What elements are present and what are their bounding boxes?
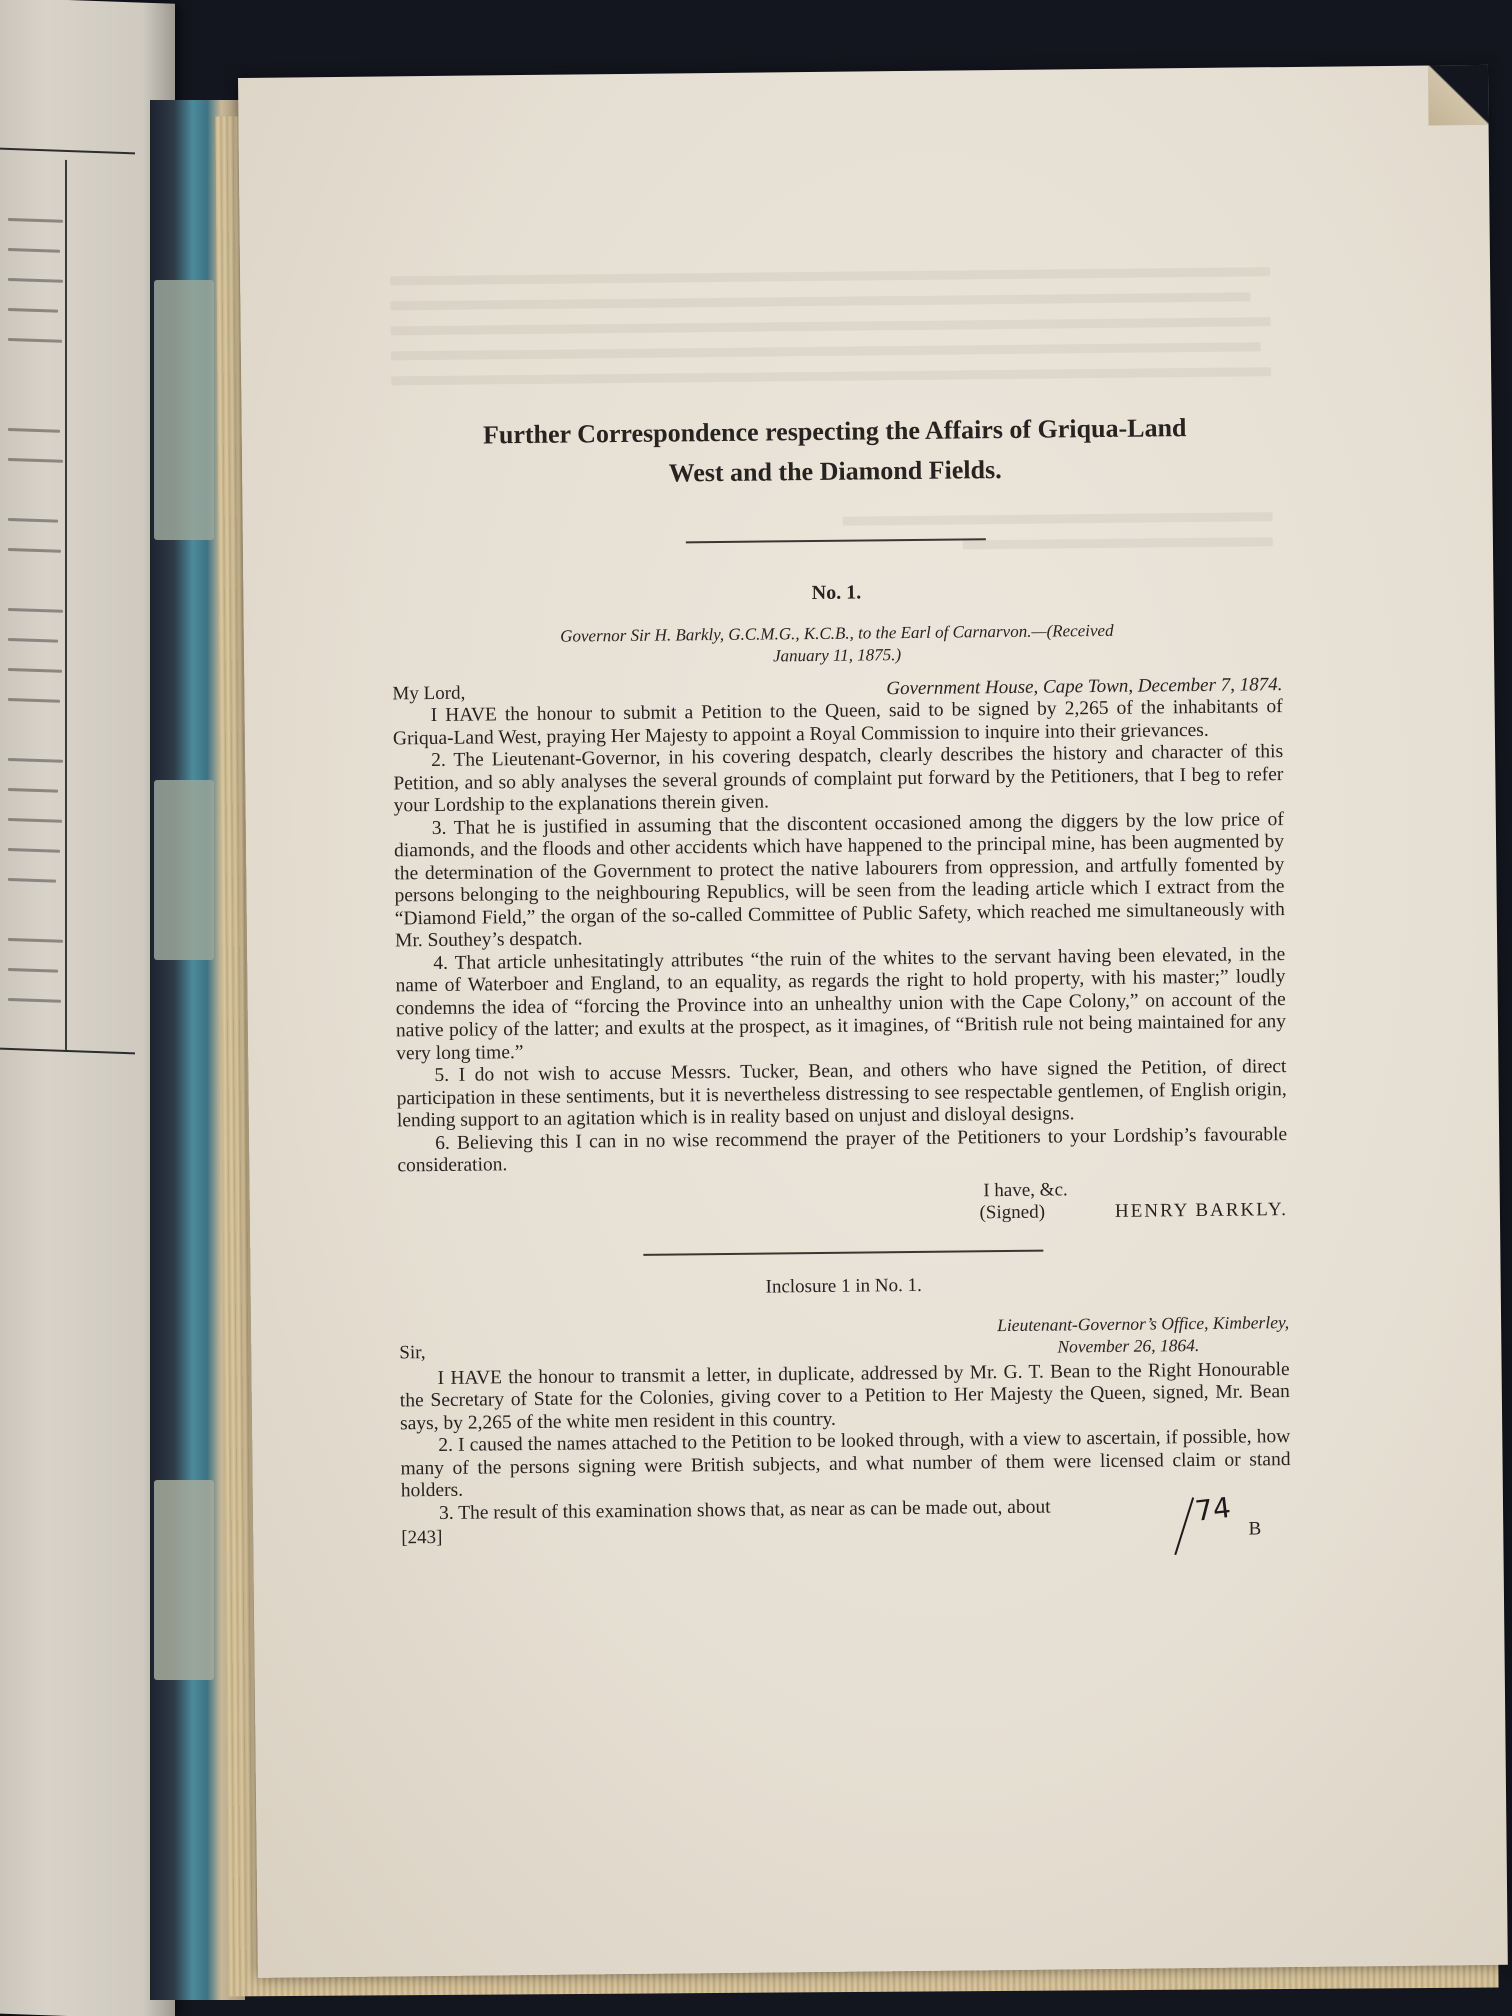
printed-page — [238, 65, 1508, 1978]
paragraph-1: I HAVE the honour to submit a Petition to the Queen, said to be signed by 2,265 of the inhabitants of Griqua-Land West, praying Her Majesty to appoint a Royal Commission to inquire into their grievances. — [392, 696, 1283, 749]
closing: I have, &c. — [983, 1178, 1068, 1201]
page-content — [390, 407, 1292, 1549]
document-title-line-2: West and the Diamond Fields. — [668, 455, 1002, 488]
signature-mark: B — [1248, 1518, 1262, 1540]
paragraph-5: 5. I do not wish to accuse Messrs. Tucker, Bean, and others who have signed the Petition, of direct participation in these sentiments, but it is nevertheless distressing to see respectable gentlemen, of English origin, lending support to an agitation which is in reality based on unjust and disloyal designs. — [396, 1056, 1287, 1132]
enclosure-paragraph-2: 2. I caused the names attached to the Petition to be looked through, with a view to ascertain, if possible, how many of the persons signing were British subjects, and what number of them were licensed claim or stand holders. — [400, 1426, 1291, 1502]
left-facing-page — [0, 0, 175, 2016]
from-line-1: Governor Sir H. Barkly, G.C.M.G., K.C.B., to the Earl of Carnarvon.—(Received — [560, 620, 1114, 646]
enclosure-heading: Inclosure 1 in No. 1. — [765, 1274, 922, 1298]
section-divider — [643, 1249, 1043, 1255]
paragraph-2: 2. The Lieutenant-Governor, in his covering despatch, clearly describes the history and character of this Petition, and so ably analyses the several grounds of complaint put forward by the Petitioners, that I beg to refer your Lordship to the explanations therein given. — [393, 741, 1284, 817]
number-heading: No. 1. — [811, 581, 862, 605]
enclosure-paragraph-3: 3. The result of this examination shows that, as near as can be made out, about — [438, 1496, 1051, 1524]
document-title-line-1: Further Correspondence respecting the Affairs of Griqua-Land — [482, 413, 1187, 450]
enclosure-place: Lieutenant-Governor’s Office, Kimberley, — [997, 1311, 1290, 1335]
paragraph-4: 4. That article unhesitatingly attributes “the ruin of the whites to the servant having been elevated, in the name of Waterboer and England, to an equality, as regards the right to hold property, with his master;” loudly condemns the idea of “forcing the Province into an unhealthy union with the Cape Colony,” on account of the native policy of the latter; and exults at the prospect, as it imagines, of “British rule not being maintained for any very long time.” — [395, 943, 1287, 1064]
title-divider — [686, 538, 986, 543]
enclosure-salutation: Sir, — [399, 1341, 426, 1363]
enclosure-date: November 26, 1864. — [1057, 1334, 1200, 1356]
folded-corner — [1428, 65, 1489, 126]
paragraph-3: 3. That he is justified in assuming that the discontent occasioned among the diggers by the low price of diamonds, and the floods and other accidents which have happened to the principal mine, has been augmented by the determination of the Government to protect the native labourers from oppression, and artfully fomented by persons belonging to the neighbouring Republics, will be seen from the leading article which I extract from the “Diamond Field,” the organ of the so-called Committee of Public Safety, which reached me simultaneously with Mr. Southey’s despatch. — [393, 808, 1285, 952]
enclosure-paragraph-1: I HAVE the honour to transmit a letter, in duplicate, addressed by Mr. G. T. Bean to the Right Honourable the Secretary of State for the Colonies, giving cover to a Petition to Her Majesty the Queen, signed, Mr. Bean says, by 2,265 of the white men resident in this country. — [399, 1358, 1290, 1434]
paragraph-6: 6. Believing this I can in no wise recommend the prayer of the Petitioners to your Lordship’s favourable consideration. — [397, 1123, 1288, 1177]
print-reference: [243] — [401, 1526, 443, 1549]
salutation: My Lord, — [392, 682, 466, 705]
from-line-2: January 11, 1875.) — [772, 645, 902, 666]
handwritten-note: 74 — [1193, 1490, 1233, 1528]
place-date: Government House, Cape Town, December 7, 1874. — [886, 674, 1283, 700]
signer-name: HENRY BARKLY. — [1114, 1198, 1289, 1222]
signed-label: (Signed) — [979, 1201, 1046, 1223]
